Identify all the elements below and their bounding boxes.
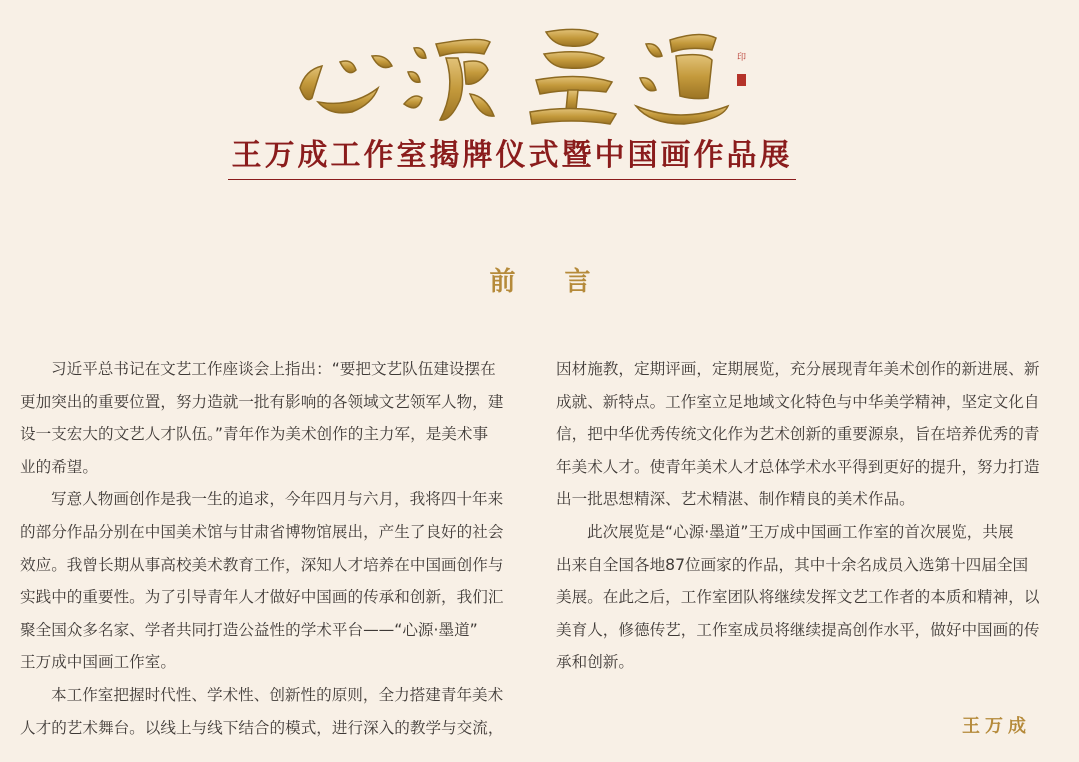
preface-heading: 前 言 bbox=[489, 267, 611, 297]
text-line: 习近平总书记在文艺工作座谈会上指出：“要把文艺队伍建设摆在 bbox=[51, 360, 496, 378]
author-signature: 王万成 bbox=[962, 716, 1031, 737]
text-line: 写意人物画创作是我一生的追求，今年四月与六月，我将四十年来 bbox=[51, 490, 504, 509]
text-line: 王万成中国画工作室。 bbox=[20, 653, 176, 672]
subtitle-underline bbox=[228, 179, 796, 180]
text-line: 人才的艺术舞台。以线上与线下结合的模式，进行深入的教学与交流， bbox=[20, 718, 504, 737]
calligraphy-logo bbox=[0, 0, 1079, 135]
text-line: 年美术人才。使青年美术人才总体学术水平得到更好的提升，努力打造 bbox=[556, 457, 1040, 476]
text-line: 美展。在此之后，工作室团队将继续发挥文艺工作者的本质和精神，以 bbox=[556, 588, 1040, 607]
text-line: 因材施教，定期评画，定期展览，充分展现青年美术创作的新进展、新 bbox=[556, 360, 1040, 378]
text-line: 设一支宏大的文艺人才队伍。”青年作为美术创作的主力军，是美术事 bbox=[20, 425, 489, 444]
text-line: 承和创新。 bbox=[556, 653, 634, 672]
seal-icon bbox=[737, 74, 746, 86]
preface-left-column bbox=[20, 353, 520, 744]
text-line: 的部分作品分别在中国美术馆与甘肃省博物馆展出，产生了良好的社会 bbox=[20, 522, 504, 541]
preface-right-column bbox=[556, 353, 1056, 679]
text-line: 聚全国众多名家、学者共同打造公益性的学术平台——“心源·墨道” bbox=[20, 620, 478, 639]
text-line: 出一批思想精深、艺术精湛、制作精良的美术作品。 bbox=[556, 490, 915, 509]
text-line: 本工作室把握时代性、学术性、创新性的原则，全力搭建青年美术 bbox=[51, 685, 504, 704]
text-line: 更加突出的重要位置，努力造就一批有影响的各领域文艺领军人物，建 bbox=[20, 392, 504, 411]
text-line: 信，把中华优秀传统文化作为艺术创新的重要源泉，旨在培养优秀的青 bbox=[556, 425, 1040, 444]
text-line: 实践中的重要性。为了引导青年人才做好中国画的传承和创新，我们汇 bbox=[20, 588, 504, 607]
text-line: 业的希望。 bbox=[20, 457, 98, 476]
text-line: 成就、新特点。工作室立足地域文化特色与中华美学精神，坚定文化自 bbox=[556, 392, 1040, 411]
text-line: 效应。我曾长期从事高校美术教育工作，深知人才培养在中国画创作与 bbox=[20, 555, 504, 574]
seal-text: 印 bbox=[736, 53, 747, 63]
text-line: 出来自全国各地87位画家的作品，其中十余名成员入选第十四届全国 bbox=[556, 555, 1029, 574]
text-line: 此次展览是“心源·墨道”王万成中国画工作室的首次展览，共展 bbox=[587, 522, 1014, 541]
text-line: 美育人，修德传艺，工作室成员将继续提高创作水平，做好中国画的传 bbox=[556, 620, 1040, 639]
exhibition-subtitle: 王万成工作室揭牌仪式暨中国画作品展 bbox=[231, 138, 793, 173]
